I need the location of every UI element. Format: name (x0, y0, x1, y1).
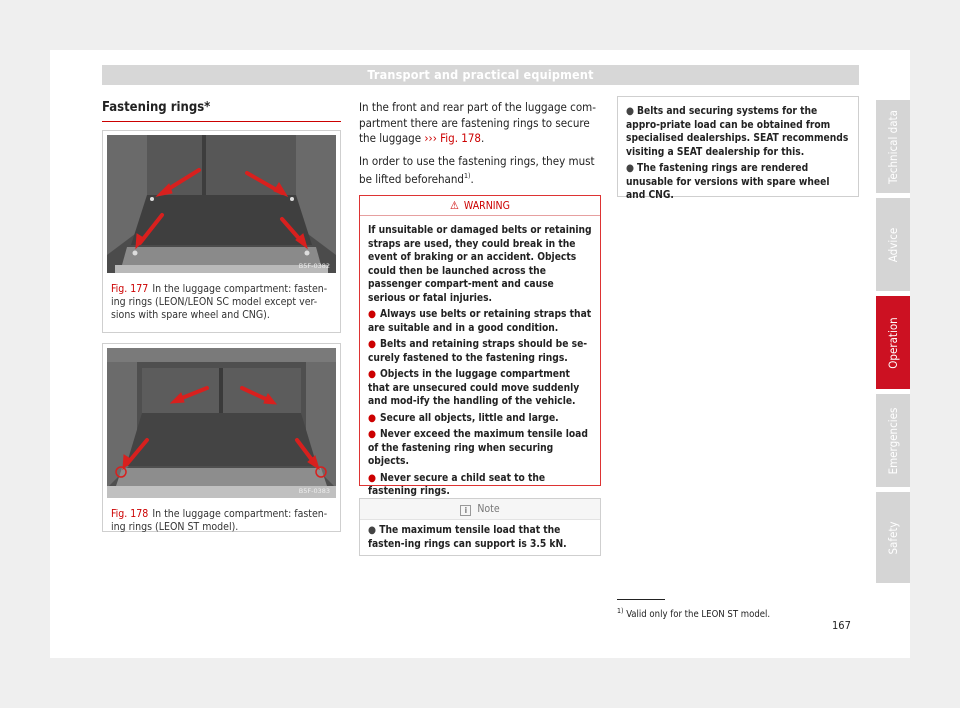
warning-triangle-icon: ⚠ (450, 199, 459, 212)
figure-177-code: B5F-0382 (298, 262, 330, 270)
paragraph-2 (359, 154, 601, 188)
footnote-ref: 1) (463, 172, 471, 180)
warning-box (359, 195, 601, 497)
figure-177-image (107, 135, 336, 273)
warning-bullet-text: Objects in the luggage compartment that are unsecured could move suddenly and mod-ify the handling of the vehicle. (368, 369, 580, 407)
warning-header (360, 196, 600, 216)
figure-178 (102, 343, 341, 532)
figure-178-number: Fig. 178 (111, 508, 149, 520)
arrow-glyph: ››› (424, 131, 437, 145)
note-box (359, 498, 601, 556)
paragraph-1-text: In the front and rear part of the luggage com-partment there are fastening rings to secure the luggage (359, 100, 596, 145)
page-title: Fastening rings* (102, 100, 211, 115)
figure-178-caption (103, 502, 340, 542)
tab-label: Advice (886, 227, 900, 262)
paragraph-1 (359, 100, 601, 147)
paragraph-2-end: . (470, 171, 474, 186)
paragraph-1-end: . (481, 131, 485, 145)
warning-intro: If unsuitable or damaged belts or retaining straps are used, they could break in the event of braking or an accident. Objects could then be launched across the passenger compart-ment and cause serious or fatal injuries. (368, 225, 592, 304)
figure-178-code: B5F-0383 (298, 487, 330, 495)
bullet-icon: ● (368, 412, 376, 424)
bullet-icon: ● (368, 339, 376, 350)
note-bullet-text: The maximum tensile load that the fasten-ing rings can support is 3.5 kN. (368, 525, 567, 550)
body-text (359, 100, 601, 194)
info-box (617, 96, 859, 201)
figure-177-number: Fig. 177 (111, 283, 149, 295)
figure-link[interactable]: Fig. 178 (440, 131, 482, 145)
figure-178-image (107, 348, 336, 498)
warning-bullet (368, 308, 593, 335)
figure-177-caption-text: In the luggage compartment: fasten-ing rings (LEON/LEON SC model except ver-sions with spare wheel and CNG). (111, 283, 328, 321)
tab-label: Emergencies (886, 407, 900, 474)
footnote-rule (617, 599, 665, 600)
tab-label: Operation (886, 316, 900, 369)
footnote-text: Valid only for the LEON ST model. (626, 609, 771, 621)
footnote (617, 607, 770, 620)
warning-bullet-text: Never secure a child seat to the fastening rings. (368, 472, 546, 497)
warning-label: WARNING (463, 200, 510, 212)
tab-advice[interactable] (876, 198, 910, 291)
bullet-icon: ● (626, 163, 634, 174)
bullet-icon: ● (368, 472, 376, 484)
paragraph-2-text: In order to use the fastening rings, they must be lifted beforehand (359, 153, 595, 186)
note-label: Note (477, 503, 500, 515)
info-bullet-text: Belts and securing systems for the appro-priate load can be obtained from specialised dealerships. SEAT recommends visiting a SEAT dealership for this. (626, 106, 849, 158)
tab-safety[interactable] (876, 492, 910, 583)
footnote-mark: 1) (617, 607, 624, 615)
note-header (360, 499, 600, 520)
info-bullet-text: The fastening rings are rendered unusable for versions with spare wheel and CNG. (626, 163, 830, 201)
info-bullet (626, 105, 851, 159)
warning-bullet-text: Never exceed the maximum tensile load of the fastening ring when securing objects. (368, 429, 588, 467)
warning-bullet-text: Secure all objects, little and large. (380, 412, 559, 424)
bullet-icon: ● (368, 369, 376, 380)
warning-bullet (368, 412, 593, 426)
tab-label: Safety (886, 520, 900, 555)
warning-bullet (368, 338, 593, 365)
warning-bullet-text: Always use belts or retaining straps that are suitable and in a good condition. (368, 309, 592, 334)
figure-177-caption (103, 277, 340, 330)
bullet-icon: ● (368, 429, 376, 440)
tab-label: Technical data (886, 109, 900, 184)
tab-operation[interactable] (876, 296, 910, 389)
info-icon: i (460, 505, 471, 516)
tab-technical-data[interactable] (876, 100, 910, 193)
warning-bullet-text: Belts and retaining straps should be se-curely fastened to the fastening rings. (368, 339, 588, 364)
bullet-icon: ● (368, 525, 380, 536)
note-body (360, 520, 600, 555)
warning-body (360, 216, 600, 499)
section-header: Transport and practical equipment (102, 65, 859, 85)
warning-bullet (368, 428, 593, 469)
bullet-icon: ● (626, 106, 634, 117)
page-number: 167 (832, 619, 851, 632)
bullet-icon: ● (368, 309, 376, 320)
warning-bullet (368, 368, 593, 409)
info-bullet (626, 162, 851, 203)
tab-emergencies[interactable] (876, 394, 910, 487)
figure-178-caption-text: In the luggage compartment: fasten-ing rings (LEON ST model). (111, 508, 328, 533)
warning-bullet (368, 472, 593, 499)
title-underline (102, 121, 341, 122)
figure-177 (102, 130, 341, 333)
